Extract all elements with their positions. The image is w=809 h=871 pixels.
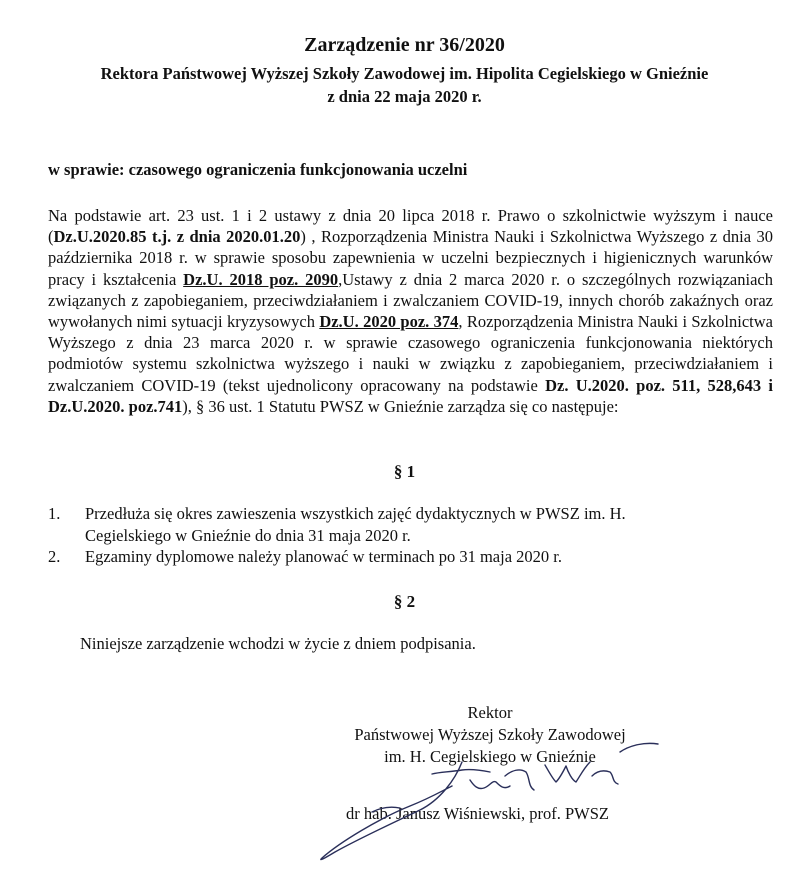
- legal-basis-paragraph: [48, 205, 773, 417]
- document-subject: w sprawie: czasowego ograniczenia funkcjonowania uczelni: [48, 160, 468, 179]
- legal-reference-4: Dz. U.2020. poz. 511, 528,643 i Dz.U.2020. poz.741: [48, 375, 773, 416]
- preamble-text-4: , Rozporządzenia Ministra Nauki i Szkolnictwa Wyższego z dnia 23 marca 2020 r. w sprawie czasowego ograniczenia funkcjonowania niektórych podmiotów systemu szkolnictwa wyższego i nauki w związku z zapobieganiem, przeciwdziałaniem i zwalczaniem COVID-19 (tekst ujednolicony opracowany na podstawie: [48, 312, 773, 395]
- list-item: [48, 546, 773, 568]
- signatory-role: Rektor: [467, 703, 513, 722]
- signatory-name: dr hab. Janusz Wiśniewski, prof. PWSZ: [346, 804, 610, 823]
- signatory-institution-place: im. H. Cegielskiego w Gnieźnie: [384, 747, 596, 766]
- preamble-text-2: ) , Rozporządzenia Ministra Nauki i Szkolnictwa Wyższego z dnia 30 października 2018 r. w sprawie sposobu zapewnienia w uczelni bezpiecznych i higienicznych warunków pracy i kształcenia: [48, 227, 773, 289]
- list-item-text: Przedłuża się okres zawieszenia wszystkich zajęć dydaktycznych w PWSZ im. H.: [85, 504, 626, 523]
- list-item-text-continued: Cegielskiego w Gnieźnie do dnia 31 maja 2020 r.: [85, 525, 411, 545]
- preamble-text-1: Na podstawie art. 23 ust. 1 i 2 ustawy z dnia 20 lipca 2018 r. Prawo o szkolnictwie wyższym i nauce (: [48, 206, 773, 247]
- list-item-number: 2.: [48, 547, 61, 566]
- list-item: [48, 503, 773, 546]
- document-issuer: Rektora Państwowej Wyższej Szkoły Zawodowej im. Hipolita Cegielskiego w Gnieźnie: [100, 64, 709, 83]
- document-date: z dnia 22 maja 2020 r.: [327, 87, 482, 106]
- entry-into-force-text: Niniejsze zarządzenie wchodzi w życie z dniem podpisania.: [80, 634, 476, 653]
- list-item-text: Egzaminy dyplomowe należy planować w terminach po 31 maja 2020 r.: [85, 547, 562, 566]
- document-title: Zarządzenie nr 36/2020: [304, 34, 505, 56]
- legal-reference-1: Dz.U.2020.85 t.j. z dnia 2020.01.20: [53, 227, 301, 247]
- legal-reference-3: Dz.U. 2020 poz. 374: [319, 312, 459, 332]
- signatory-institution: Państwowej Wyższej Szkoły Zawodowej: [354, 725, 626, 744]
- preamble-text-5: ), § 36 ust. 1 Statutu PWSZ w Gnieźnie zarządza się co następuje:: [182, 396, 619, 416]
- legal-reference-2: Dz.U. 2018 poz. 2090: [183, 269, 339, 289]
- section-2-heading: § 2: [393, 592, 416, 611]
- preamble-text-3: ,Ustawy z dnia 2 marca 2020 r. o szczególnych rozwiązaniach związanych z zapobieganiem, przeciwdziałaniem i zwalczaniem COVID-19, innych chorób zakaźnych oraz wywołanych nimi sytuacji kryzysowych: [48, 269, 773, 332]
- section-1-heading: § 1: [393, 462, 416, 481]
- list-item-number: 1.: [48, 504, 61, 523]
